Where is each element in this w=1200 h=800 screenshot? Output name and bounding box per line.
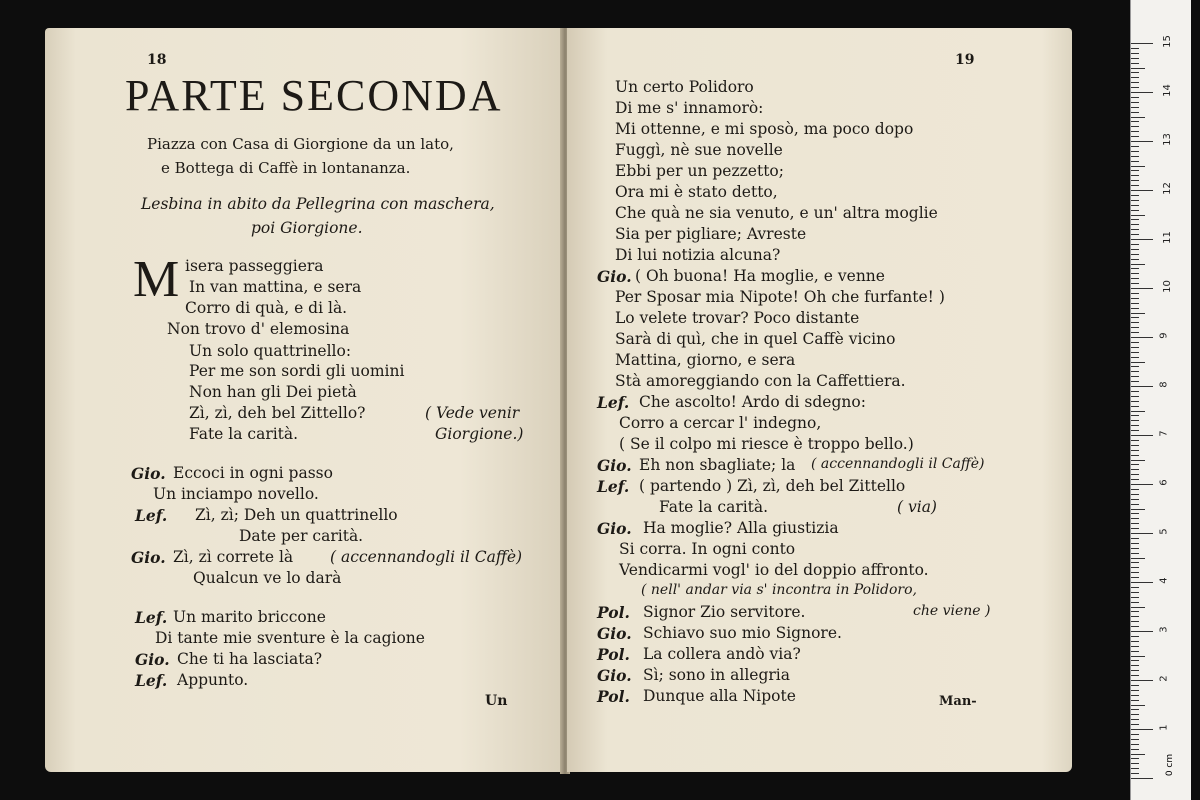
ruler-tick — [1131, 273, 1139, 274]
ruler-tick — [1131, 660, 1139, 661]
ruler-tick — [1131, 175, 1139, 176]
page-number-right: 19 — [955, 52, 975, 68]
ruler-tick — [1131, 778, 1153, 779]
ruler-tick — [1131, 665, 1139, 666]
ruler-tick — [1131, 646, 1139, 647]
ruler-tick — [1131, 489, 1139, 490]
ruler-tick — [1131, 161, 1139, 162]
ruler-tick — [1131, 72, 1139, 73]
speaker-label: Pol. — [597, 603, 630, 622]
verse-line: Per me son sordi gli uomini — [189, 362, 405, 380]
verse-line: In van mattina, e sera — [189, 278, 362, 296]
ruler-tick — [1131, 587, 1139, 588]
right-page — [567, 28, 1072, 772]
ruler-tick — [1131, 264, 1145, 265]
ruler-tick — [1131, 415, 1139, 416]
ruler-number: 12 — [1161, 182, 1173, 195]
speaker-label: Gio. — [597, 666, 632, 685]
ruler-tick — [1131, 469, 1139, 470]
ruler-tick — [1131, 494, 1139, 495]
ruler-tick — [1131, 523, 1139, 524]
stage-aside-2: Giorgione.) — [435, 425, 524, 443]
ruler-tick — [1131, 151, 1139, 152]
dialogue-line: Eccoci in ogni passo — [173, 464, 333, 482]
ruler-tick — [1131, 754, 1145, 755]
ruler-tick — [1131, 347, 1139, 348]
ruler-tick — [1131, 342, 1139, 343]
speaker-label: Gio. — [597, 456, 632, 475]
ruler-tick — [1131, 126, 1139, 127]
ruler-tick — [1131, 68, 1145, 69]
ruler-tick — [1131, 719, 1139, 720]
ruler-tick — [1131, 53, 1139, 54]
ruler-tick — [1131, 455, 1139, 456]
ruler-tick — [1131, 670, 1139, 671]
ruler-tick — [1131, 205, 1139, 206]
text-line: Ebbi per un pezzetto; — [615, 162, 784, 180]
dialogue-line: Un marito briccone — [173, 608, 326, 626]
ruler-tick — [1131, 87, 1139, 88]
ruler-tick — [1131, 278, 1139, 279]
speaker-label: Gio. — [131, 464, 166, 483]
ruler-tick — [1131, 440, 1139, 441]
ruler-tick — [1131, 371, 1139, 372]
text-line: Per Sposar mia Nipote! Oh che furfante! ) — [615, 288, 945, 306]
stage-aside: ( accennandogli il Caffè) — [811, 456, 985, 472]
ruler-tick — [1131, 381, 1139, 382]
open-book — [45, 28, 1075, 776]
ruler-tick — [1131, 518, 1139, 519]
ruler-tick — [1131, 656, 1145, 657]
stage-aside: ( accennandogli il Caffè) — [330, 548, 523, 566]
ruler-tick — [1131, 156, 1139, 157]
ruler-tick — [1131, 77, 1139, 78]
ruler-tick — [1131, 597, 1139, 598]
ruler-tick — [1131, 58, 1139, 59]
text-line: La collera andò via? — [643, 645, 801, 663]
speaker-label: Gio. — [135, 650, 170, 669]
ruler-tick — [1131, 592, 1139, 593]
ruler-tick — [1131, 411, 1145, 412]
ruler-tick — [1131, 445, 1139, 446]
ruler-tick — [1131, 636, 1139, 637]
stage-aside: ( via) — [897, 498, 937, 516]
speaker-label: Gio. — [597, 624, 632, 643]
ruler-tick — [1131, 396, 1139, 397]
ruler-tick — [1131, 602, 1139, 603]
text-line: Ora mi è stato detto, — [615, 183, 778, 201]
ruler-tick — [1131, 352, 1139, 353]
ruler-tick — [1131, 504, 1139, 505]
text-line: Di lui notizia alcuna? — [615, 246, 781, 264]
stage-direction-2: poi Giorgione. — [251, 219, 363, 237]
dialogue-line: Appunto. — [177, 671, 249, 689]
ruler-tick — [1131, 82, 1139, 83]
ruler-tick — [1131, 313, 1145, 314]
ruler-number: 9 — [1158, 332, 1170, 339]
ruler-tick — [1131, 744, 1139, 745]
ruler-tick — [1131, 141, 1153, 142]
ruler-tick — [1131, 474, 1139, 475]
ruler-tick — [1131, 259, 1139, 260]
ruler-tick — [1131, 538, 1139, 539]
dialogue-line: Qualcun ve lo darà — [193, 569, 342, 587]
ruler-tick — [1131, 626, 1139, 627]
ruler-number: 5 — [1158, 528, 1170, 535]
stage-aside: che viene ) — [913, 603, 991, 619]
ruler-tick — [1131, 621, 1139, 622]
ruler-tick — [1131, 773, 1139, 774]
ruler-tick — [1131, 146, 1139, 147]
ruler-tick — [1131, 729, 1153, 730]
ruler-tick — [1131, 107, 1139, 108]
ruler-number: 3 — [1158, 626, 1170, 633]
ruler-number: 13 — [1161, 133, 1173, 146]
dialogue-line: Che ti ha lasciata? — [177, 650, 323, 668]
dialogue-line: Zì, zì correte là — [173, 548, 294, 566]
ruler-tick — [1131, 768, 1139, 769]
ruler-tick — [1131, 121, 1139, 122]
stage-aside-1: ( Vede venir — [425, 404, 520, 422]
ruler-tick — [1131, 685, 1139, 686]
ruler-tick — [1131, 234, 1139, 235]
ruler-tick — [1131, 224, 1139, 225]
text-line: Fate la carità. — [659, 498, 769, 516]
text-line: Stà amoreggiando con la Caffettiera. — [615, 372, 906, 390]
ruler-tick — [1131, 464, 1139, 465]
speaker-label: Lef. — [135, 506, 168, 525]
catchword-left: Un — [485, 693, 508, 709]
ruler-tick — [1131, 562, 1139, 563]
ruler-tick — [1131, 695, 1139, 696]
verse-line: Zì, zì, deh bel Zittello? — [189, 404, 366, 422]
left-page — [45, 28, 563, 772]
ruler-tick — [1131, 749, 1139, 750]
ruler-tick — [1131, 528, 1139, 529]
text-line: ( Se il colpo mi riesce è troppo bello.) — [619, 435, 914, 453]
dialogue-line: Date per carità. — [239, 527, 364, 545]
text-line: Signor Zio servitore. — [643, 603, 806, 621]
text-line: Corro a cercar l' indegno, — [619, 414, 822, 432]
verse-line: Non trovo d' elemosina — [167, 320, 350, 338]
ruler-number: 2 — [1158, 675, 1170, 682]
ruler-tick — [1131, 460, 1145, 461]
ruler-tick — [1131, 268, 1139, 269]
ruler-tick — [1131, 700, 1139, 701]
ruler-number: 8 — [1158, 381, 1170, 388]
ruler-tick — [1131, 219, 1139, 220]
page-number-left: 18 — [147, 52, 167, 68]
ruler-tick — [1131, 337, 1153, 338]
ruler-tick — [1131, 239, 1153, 240]
ruler-tick — [1131, 43, 1153, 44]
ruler-tick — [1131, 391, 1139, 392]
ruler-tick — [1131, 651, 1139, 652]
ruler-tick — [1131, 386, 1153, 387]
ruler-tick — [1131, 366, 1139, 367]
ruler-tick — [1131, 288, 1153, 289]
text-line: ( Oh buona! Ha moglie, e venne — [635, 267, 885, 285]
speaker-label: Lef. — [597, 477, 630, 496]
ruler-tick — [1131, 577, 1139, 578]
ruler-tick — [1131, 112, 1139, 113]
ruler-tick — [1131, 322, 1139, 323]
ruler-tick — [1131, 558, 1145, 559]
ruler-tick — [1131, 709, 1139, 710]
text-line: ( partendo ) Zì, zì, deh bel Zittello — [639, 477, 906, 495]
ruler-tick — [1131, 548, 1139, 549]
ruler-number: 7 — [1158, 430, 1170, 437]
catchword-right: Man- — [939, 694, 977, 709]
text-line: Che ascolto! Ardo di sdegno: — [639, 393, 866, 411]
ruler-tick — [1131, 92, 1153, 93]
text-line: Di me s' innamorò: — [615, 99, 764, 117]
speaker-label: Lef. — [135, 608, 168, 627]
ruler-tick — [1131, 293, 1139, 294]
ruler-tick — [1131, 607, 1145, 608]
text-line: Sarà di quì, che in quel Caffè vicino — [615, 330, 896, 348]
ruler-tick — [1131, 131, 1139, 132]
text-line: Si corra. In ogni conto — [619, 540, 796, 558]
ruler-tick — [1131, 376, 1139, 377]
speaker-label: Lef. — [597, 393, 630, 412]
text-line: Mi ottenne, e mi sposò, ma poco dopo — [615, 120, 914, 138]
ruler-tick — [1131, 641, 1139, 642]
ruler-tick — [1131, 170, 1139, 171]
ruler-tick — [1131, 63, 1139, 64]
ruler-tick — [1131, 543, 1139, 544]
dialogue-line: Zì, zì; Deh un quattrinello — [195, 506, 398, 524]
ruler-tick — [1131, 582, 1153, 583]
ruler-tick — [1131, 317, 1139, 318]
ruler-tick — [1131, 249, 1139, 250]
ruler-tick — [1131, 420, 1139, 421]
ruler-tick — [1131, 283, 1139, 284]
ruler-number: 14 — [1161, 84, 1173, 97]
ruler-tick — [1131, 327, 1139, 328]
ruler-number: 10 — [1161, 280, 1173, 293]
ruler-number: 11 — [1161, 231, 1173, 244]
ruler-tick — [1131, 430, 1139, 431]
stage-direction-1: Lesbina in abito da Pellegrina con maschera, — [141, 195, 495, 213]
ruler-tick — [1131, 758, 1139, 759]
ruler-tick — [1131, 739, 1139, 740]
ruler-tick — [1131, 195, 1139, 196]
ruler-tick — [1131, 675, 1139, 676]
setting-line-2: e Bottega di Caffè in lontananza. — [161, 159, 411, 177]
text-line: Dunque alla Nipote — [643, 687, 796, 705]
text-line: Vendicarmi vogl' io del doppio affronto. — [619, 561, 929, 579]
ruler-tick — [1131, 690, 1139, 691]
ruler-tick — [1131, 425, 1139, 426]
ruler-tick — [1131, 611, 1139, 612]
text-line: Lo velete trovar? Poco distante — [615, 309, 860, 327]
speaker-label: Gio. — [131, 548, 166, 567]
verse-line: Non han gli Dei pietà — [189, 383, 357, 401]
ruler-unit-label: 0 cm — [1165, 753, 1176, 777]
ruler-tick — [1131, 48, 1139, 49]
ruler-tick — [1131, 714, 1139, 715]
ruler-number: 15 — [1161, 35, 1173, 48]
ruler-tick — [1131, 190, 1153, 191]
ruler-tick — [1131, 215, 1145, 216]
text-line: Fuggì, nè sue novelle — [615, 141, 783, 159]
dialogue-line: Un inciampo novello. — [153, 485, 319, 503]
verse-line: isera passeggiera — [185, 257, 324, 275]
speaker-label: Lef. — [135, 671, 168, 690]
ruler-number: 4 — [1158, 577, 1170, 584]
drop-cap: M — [133, 251, 180, 308]
ruler-tick — [1131, 185, 1139, 186]
ruler-tick — [1131, 763, 1139, 764]
ruler-tick — [1131, 166, 1145, 167]
text-line: Sia per pigliare; Avreste — [615, 225, 807, 243]
ruler-number: 1 — [1158, 724, 1170, 731]
ruler-tick — [1131, 616, 1139, 617]
text-line: Un certo Polidoro — [615, 78, 754, 96]
ruler-tick — [1131, 254, 1139, 255]
ruler-tick — [1131, 303, 1139, 304]
ruler-tick — [1131, 479, 1139, 480]
ruler-tick — [1131, 705, 1145, 706]
speaker-label: Pol. — [597, 645, 630, 664]
ruler-tick — [1131, 180, 1139, 181]
ruler-tick — [1131, 298, 1139, 299]
page-title: PARTE SECONDA — [125, 71, 503, 120]
ruler-number: 6 — [1158, 479, 1170, 486]
ruler-tick — [1131, 450, 1139, 451]
ruler-tick — [1131, 724, 1139, 725]
text-line: Ha moglie? Alla giustizia — [643, 519, 839, 537]
ruler-tick — [1131, 401, 1139, 402]
ruler-tick — [1131, 117, 1145, 118]
ruler-tick — [1131, 734, 1139, 735]
ruler-tick — [1131, 553, 1139, 554]
text-line: Schiavo suo mio Signore. — [643, 624, 842, 642]
ruler-tick — [1131, 362, 1145, 363]
text-line: Mattina, giorno, e sera — [615, 351, 796, 369]
ruler-tick — [1131, 567, 1139, 568]
ruler-tick — [1131, 97, 1139, 98]
verse-line: Fate la carità. — [189, 425, 299, 443]
ruler-tick — [1131, 308, 1139, 309]
text-line: Sì; sono in allegria — [643, 666, 790, 684]
ruler-tick — [1131, 509, 1145, 510]
ruler-tick — [1131, 244, 1139, 245]
ruler-tick — [1131, 680, 1153, 681]
ruler-tick — [1131, 332, 1139, 333]
speaker-label: Pol. — [597, 687, 630, 706]
verse-line: Corro di quà, e di là. — [185, 299, 348, 317]
ruler-tick — [1131, 406, 1139, 407]
setting-line-1: Piazza con Casa di Giorgione da un lato, — [147, 135, 454, 153]
ruler-tick — [1131, 484, 1153, 485]
measurement-ruler — [1130, 0, 1191, 800]
ruler-tick — [1131, 210, 1139, 211]
ruler-tick — [1131, 102, 1139, 103]
stage-aside: ( nell' andar via s' incontra in Polidoro, — [641, 582, 917, 598]
speaker-label: Gio. — [597, 519, 632, 538]
ruler-tick — [1131, 513, 1139, 514]
dialogue-line: Di tante mie sventure è la cagione — [155, 629, 425, 647]
ruler-tick — [1131, 435, 1153, 436]
verse-line: Un solo quattrinello: — [189, 342, 352, 360]
ruler-tick — [1131, 200, 1139, 201]
text-line: Che quà ne sia venuto, e un' altra moglie — [615, 204, 938, 222]
ruler-tick — [1131, 631, 1153, 632]
ruler-tick — [1131, 533, 1153, 534]
ruler-tick — [1131, 572, 1139, 573]
ruler-tick — [1131, 357, 1139, 358]
ruler-tick — [1131, 499, 1139, 500]
ruler-tick — [1131, 229, 1139, 230]
ruler-tick — [1131, 136, 1139, 137]
speaker-label: Gio. — [597, 267, 632, 286]
text-line: Eh non sbagliate; la — [639, 456, 796, 474]
